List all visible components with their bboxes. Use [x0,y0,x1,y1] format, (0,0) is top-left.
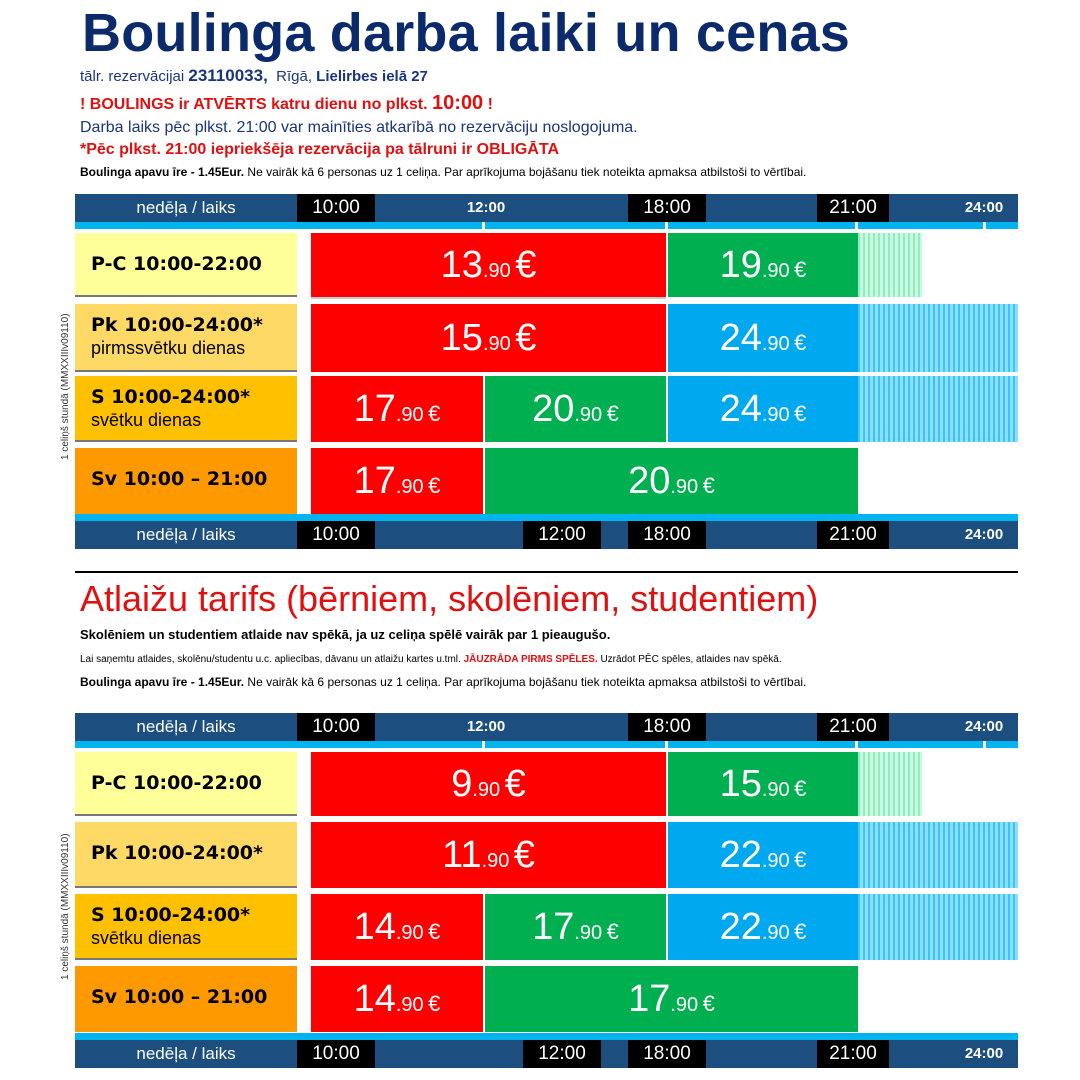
day-subtitle: svētku dienas [91,410,202,430]
hatch-weekdays [858,233,922,297]
time-2400: 24:00 [964,1045,1004,1062]
discount-shoe-note: Boulinga apavu īre - 1.45Eur. Ne vairāk kā 6 personas uz 1 celiņa. Par aprīkojuma bojāšanu tiek noteikta apmaksa atbilstoši to vērtībai. [80,675,807,689]
timeline-header-top [75,194,1018,229]
time-1800: 18:00 [628,713,706,741]
price-friday-evening: 24.90 € [668,304,858,372]
discount-row-label-weekdays [75,752,297,816]
day-hours: P-C 10:00-22:00 [91,253,262,275]
discount-price-saturday-morning: 14.90 € [311,894,483,960]
timeline-label: nedēļa / laiks [136,525,236,544]
hatch-friday [858,304,1018,372]
time-1200: 12:00 [523,1040,601,1068]
discount-row-label-sunday [75,966,297,1032]
timeline-header-bottom [75,713,1018,748]
price-sunday-day: 20.90 € [485,448,858,514]
time-2400: 24:00 [964,199,1004,216]
row-label-weekdays [75,233,297,297]
time-1800: 18:00 [628,1040,706,1068]
discount-hatch-friday [858,822,1018,888]
section-divider [75,571,1018,573]
time-1800: 18:00 [628,194,706,222]
day-hours: P-C 10:00-22:00 [91,772,262,794]
day-hours: S 10:00-24:00* [91,386,251,408]
time-1000: 10:00 [297,1040,375,1068]
after21-note: Darba laiks pēc plkst. 21:00 var mainīties atkarībā no rezervāciju noslogojuma. [80,119,638,136]
lane-rules: Ne vairāk kā 6 personas uz 1 celiņa. Par aprīkojuma bojāšanu tiek noteikta apmaksa atbilstoši to vērtībai. [247,165,807,179]
day-hours: Sv 10:00 – 21:00 [91,986,268,1008]
city: Rīgā, [276,68,312,85]
discount-title: Atlaižu tarifs (bērniem, skolēniem, studentiem) [80,578,819,619]
open-time: 10:00 [432,92,484,114]
discount-price-friday-day: 11.90 € [311,822,666,888]
discount-price-friday-evening: 22.90 € [668,822,858,888]
discount-note-adults: Skolēniem un studentiem atlaide nav spēkā, ja uz celiņa spēlē vairāk par 1 pieaugušo. [80,627,611,642]
time-2400: 24:00 [964,718,1004,735]
time-1000: 10:00 [297,194,375,222]
price-saturday-morning: 17.90 € [311,376,483,442]
shoe-rental-note [80,165,806,179]
price-saturday-day: 20.90 € [485,376,666,442]
day-hours: S 10:00-24:00* [91,904,251,926]
row-label-sunday [75,448,297,514]
contact-line [80,66,428,86]
timeline-label: nedēļa / laiks [136,198,236,217]
discount-price-saturday-day: 17.90 € [485,894,666,960]
hatch-saturday [858,376,1018,442]
price-friday-day: 15.90 € [311,304,666,372]
open-notice [80,92,493,115]
day-hours: Pk 10:00-24:00* [91,314,263,336]
discount-hatch-saturday [858,894,1018,960]
time-2100: 21:00 [817,521,889,549]
time-1800: 18:00 [628,521,706,549]
price-weekdays-day: 13.90 € [311,233,666,297]
timeline-label: nedēļa / laiks [136,1044,236,1063]
day-subtitle: pirmssvētku dienas [91,338,246,358]
time-2100: 21:00 [817,194,889,222]
open-notice-text: ! BOULINGS ir ATVĒRTS katru dienu no plkst. [80,96,428,113]
page-title: Boulinga darba laiki un cenas [82,3,850,63]
shoe-rental-price: Boulinga apavu īre - 1.45Eur. [80,165,245,179]
price-sunday-morning: 17.90 € [311,448,483,514]
discount-note-cards: Lai saņemtu atlaides, skolēnu/studentu u.c. apliecības, dāvanu un atlaižu kartes u.tml. JĀUZRĀDA PIRMS SPĒLES. Uzrādot PĒC spēles, atlaides nav spēkā. [80,654,782,665]
row-label-friday [75,304,297,372]
reservation-required-note: *Pēc plkst. 21:00 iepriekšēja rezervācija pa tālruni ir OBLIGĀTA [80,141,560,158]
discount-price-weekdays-day: 9.90 € [311,752,666,816]
side-note-bottom: 1 celiņš stundā (MMXXIIIv09110) [60,833,71,980]
discount-price-saturday-evening: 22.90 € [668,894,858,960]
day-subtitle: svētku dienas [91,928,202,948]
time-1000: 10:00 [297,521,375,549]
row-label-saturday [75,376,297,442]
phone-number[interactable]: 23110033, [188,66,268,85]
discount-price-sunday-morning: 14.90 € [311,966,483,1032]
address: Lielirbes ielā 27 [316,68,428,85]
time-1200: 12:00 [466,199,506,216]
day-hours: Pk 10:00-24:00* [91,842,263,864]
discount-hatch-weekdays [858,752,922,816]
side-note-top: 1 celiņš stundā (MMXXIIIv09110) [60,313,71,460]
time-2100: 21:00 [817,713,889,741]
timeline-footer-bottom [75,1033,1018,1068]
time-1200: 12:00 [466,718,506,735]
discount-price-sunday-day: 17.90 € [485,966,858,1032]
price-weekdays-evening: 19.90 € [668,233,858,297]
day-hours: Sv 10:00 – 21:00 [91,468,268,490]
time-1200: 12:00 [523,521,601,549]
discount-price-weekdays-evening: 15.90 € [668,752,858,816]
discount-row-label-friday [75,822,297,888]
phone-prefix: tālr. rezervācijai [80,68,185,85]
timeline-label: nedēļa / laiks [136,717,236,736]
discount-row-label-saturday [75,894,297,960]
price-saturday-evening: 24.90 € [668,376,858,442]
time-2400: 24:00 [964,526,1004,543]
open-notice-end: ! [487,96,493,113]
timeline-footer-top [75,514,1018,549]
time-1000: 10:00 [297,713,375,741]
time-2100: 21:00 [817,1040,889,1068]
